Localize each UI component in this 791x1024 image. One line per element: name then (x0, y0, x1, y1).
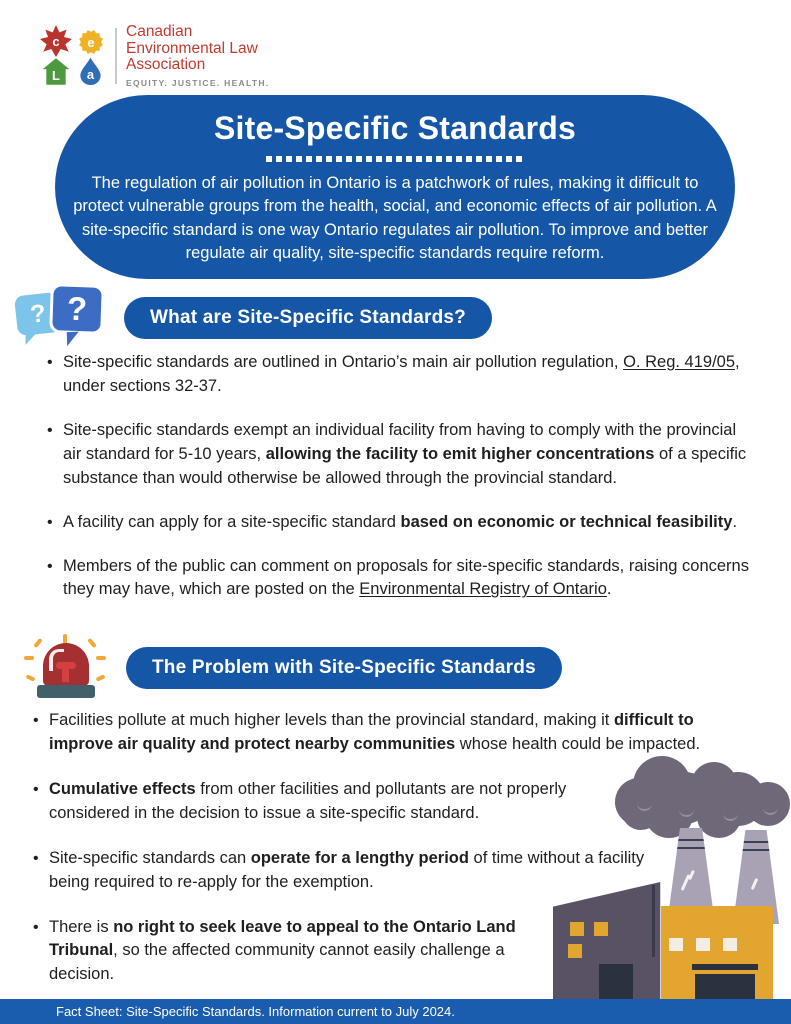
text-run: whose health could be impacted. (455, 734, 701, 753)
factory-illustration (541, 756, 791, 999)
window (570, 922, 584, 936)
inline-link[interactable]: O. Reg. 419/05 (623, 353, 736, 371)
section-heading-pill: What are Site-Specific Standards? (124, 297, 492, 339)
window (696, 938, 710, 951)
section-header-what (14, 284, 492, 352)
garage-door-band (692, 964, 758, 970)
list-item (30, 709, 754, 757)
text-run: , so the affected community cannot easily challenge a decision. (49, 941, 505, 984)
logo-letter: e (87, 34, 95, 50)
text-run: Cumulative effects (49, 779, 196, 798)
stack-band (667, 847, 715, 849)
siren-ray (96, 656, 106, 660)
smoke-cloud (746, 782, 790, 826)
siren-bulb (62, 665, 69, 682)
what-bullet-list (44, 351, 758, 622)
list-item (44, 511, 758, 535)
text-run: Facilities pollute at much higher levels than the provincial standard, making it (49, 711, 614, 729)
dotted-divider (266, 156, 524, 162)
text-run: of a specific substance than would otherwise be allowed through the provincial standard. (63, 444, 747, 487)
question-mark: ? (66, 289, 88, 328)
yellow-building (661, 906, 773, 999)
text-run: based on economic or technical feasibility (400, 512, 733, 531)
text-run: Members of the public can comment on proposals for site-specific standards, raising concerns they may have, which are posted on the (63, 556, 749, 599)
org-name-line: Association (126, 56, 206, 74)
text-run: A facility can apply for a site-specific standard (63, 512, 401, 531)
logo-divider (115, 28, 117, 84)
question-mark: ? (28, 298, 48, 329)
cela-logo-tiles (40, 25, 106, 87)
stack-highlight (688, 870, 695, 880)
logo-tagline: EQUITY. JUSTICE. HEALTH. (126, 78, 270, 89)
inline-link[interactable]: Environmental Registry of Ontario (359, 580, 607, 599)
logo-letter: L (52, 67, 60, 83)
garage-door (695, 974, 755, 999)
building-edge-line (652, 885, 655, 957)
siren-ray (96, 674, 106, 681)
org-name-line: Environmental Law (126, 39, 258, 57)
siren-ray (26, 674, 36, 681)
siren-icon (24, 634, 106, 702)
title-banner (55, 95, 735, 279)
text-run: Site-specific standards exempt an individual facility from having to comply with the provincial air standard for 5-10 years, (63, 420, 737, 463)
footer-bar (0, 999, 791, 1024)
stack-highlight (751, 878, 759, 890)
window (594, 922, 608, 936)
footer-text: Fact Sheet: Site-Specific Standards. Information current to July 2024. (56, 1004, 455, 1019)
stack-band (733, 849, 779, 851)
text-run: , under sections 32-37. (63, 353, 740, 395)
logo-letter: c (52, 33, 60, 49)
door (599, 964, 633, 999)
window (723, 938, 737, 951)
list-item (44, 419, 758, 491)
page-title: Site-Specific Standards (213, 110, 577, 146)
text-run: difficult to improve air quality and protect nearby communities (49, 711, 694, 753)
text-run: . (732, 512, 738, 531)
siren-ray (33, 638, 42, 648)
list-item (44, 555, 758, 603)
text-run: from other facilities and pollutants are not properly considered in the decision to issue a site-specific standard. (49, 779, 567, 822)
siren-base (37, 685, 95, 698)
text-run: Site-specific standards can (49, 848, 251, 867)
siren-ray (87, 638, 96, 648)
sun-icon (76, 27, 106, 57)
gray-building (553, 882, 663, 999)
stack-band (667, 839, 715, 841)
section-header-problem (24, 634, 562, 702)
section-heading-pill: The Problem with Site-Specific Standards (126, 647, 562, 689)
water-drop-icon (77, 55, 104, 87)
stack-band (733, 841, 779, 843)
text-run: no right to seek leave to appeal to the Ontario Land Tribunal (49, 917, 516, 960)
text-run: operate for a lengthy period (250, 848, 469, 867)
logo-text (126, 24, 269, 88)
org-name-line: Canadian (126, 23, 193, 40)
text-run: allowing the facility to emit higher concentrations (265, 444, 655, 463)
question-bubbles-icon (14, 284, 112, 352)
house-icon (41, 57, 71, 86)
question-bubble-dark (49, 283, 105, 335)
list-item (44, 351, 758, 399)
logo-letter: a (86, 66, 95, 82)
window (568, 944, 582, 958)
list-item (30, 916, 558, 988)
intro-paragraph: The regulation of air pollution in Ontario is a patchwork of rules, making it difficult to protect vulnerable groups from the health, social, and economic effects of air pollution. A site-specific standard is one way Ontario regulates air pollution. To improve and better regulate air quality, site-specific standards require reform. (73, 174, 717, 263)
text-run: . (606, 580, 612, 599)
maple-leaf-icon (40, 25, 72, 57)
cela-logo (40, 24, 269, 88)
text-run: There is (49, 917, 114, 936)
text-run: of time without a facility being required to re-apply for the exemption. (49, 848, 645, 891)
text-run: Site-specific standards are outlined in Ontario’s main air pollution regulation, (63, 353, 624, 371)
window (669, 938, 683, 951)
siren-ray (24, 656, 34, 660)
